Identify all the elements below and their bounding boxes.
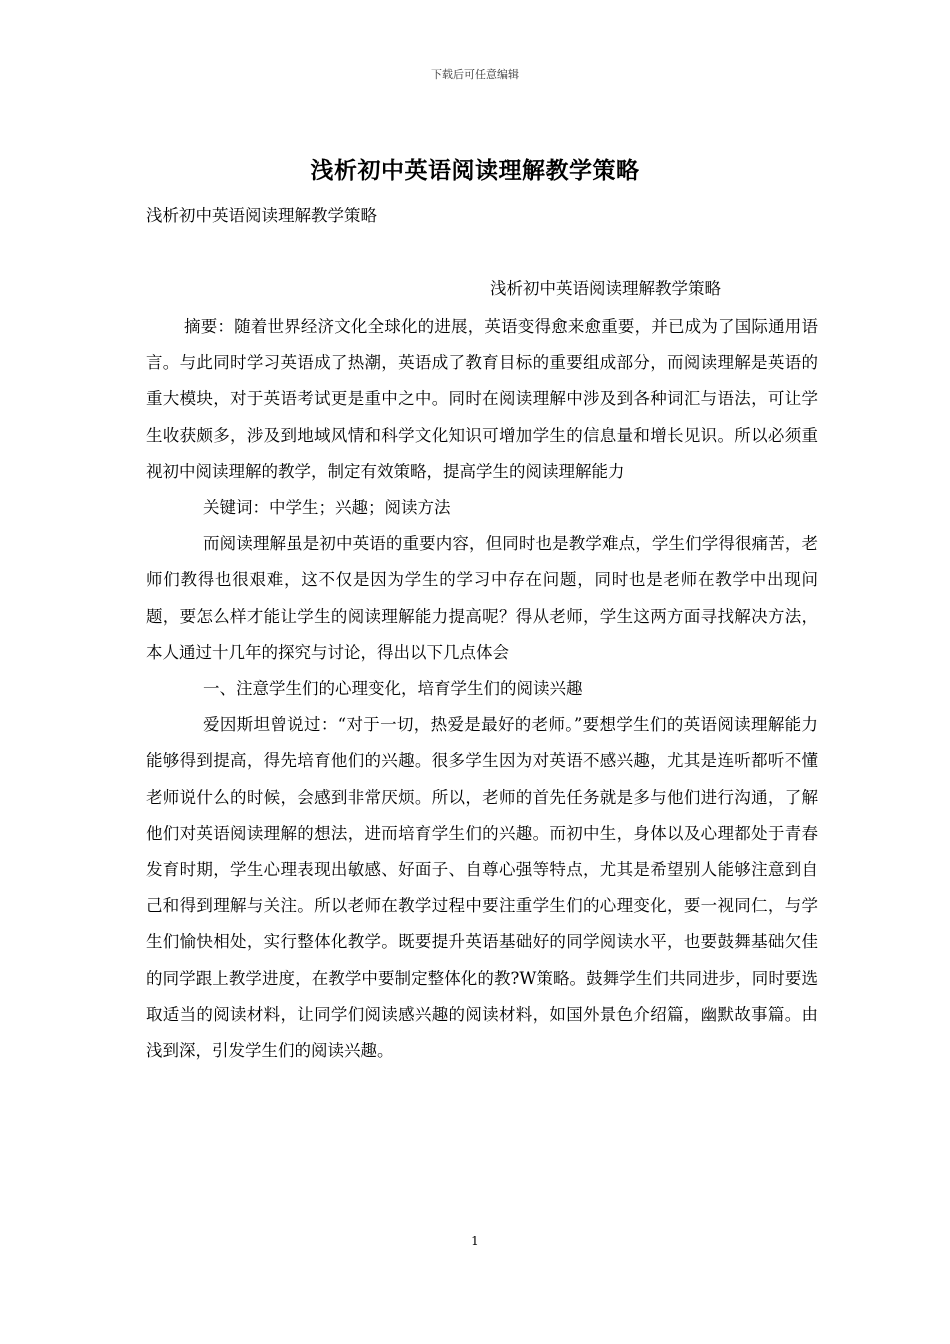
article-title: 浅析初中英语阅读理解教学策略 [490, 279, 721, 298]
abstract-paragraph: 摘要：随着世界经济文化全球化的进展，英语变得愈来愈重要，并已成为了国际通用语言。与此同时学习英语成了热潮，英语成了教育目标的重要组成部分，而阅读理解是英语的重大模块，对于英语考试更是重中之中。同时在阅读理解中涉及到各种词汇与语法，可让学生收获颇多，涉及到地域风情和科学文化知识可增加学生的信息量和增长见识。所以必须重视初中阅读理解的教学，制定有效策略，提高学生的阅读理解能力 [146, 317, 818, 481]
page-number: 1 [471, 1234, 479, 1248]
intro-paragraph: 而阅读理解虽是初中英语的重要内容，但同时也是教学难点，学生们学得很痛苦，老师们教得也很艰难，这不仅是因为学生的学习中存在问题，同时也是老师在教学中出现问题，要怎么样才能让学生的阅读理解能力提高呢？得从老师，学生这两方面寻找解决方法，本人通过十几年的探究与讨论，得出以下几点体会 [146, 534, 818, 662]
section-paragraph: 爱因斯坦曾说过：“对于一切，热爱是最好的老师。”要想学生们的英语阅读理解能力能够得到提高，得先培育他们的兴趣。很多学生因为对英语不感兴趣，尤其是连听都听不懂老师说什么的时候，会感到非常厌烦。所以，老师的首先任务就是多与他们进行沟通，了解他们对英语阅读理解的想法，进而培育学生们的兴趣。而初中生，身体以及心理都处于青春发育时期，学生心理表现出敏感、好面子、自尊心强等特点，尤其是希望别人能够注意到自己和得到理解与关注。所以老师在教学过程中要注重学生们的心理变化，要一视同仁，与学生们愉快相处，实行整体化教学。既要提升英语基础好的同学阅读水平，也要鼓舞基础欠佳的同学跟上教学进度，在教学中要制定整体化的教?W策略。鼓舞学生们共同进步，同时要选取适当的阅读材料，让同学们阅读感兴趣的阅读材料，如国外景色介绍篇，幽默故事篇。由浅到深，引发学生们的阅读兴趣。 [146, 715, 818, 1061]
document-subtitle: 浅析初中英语阅读理解教学策略 [146, 206, 377, 225]
section-heading: 一、注意学生们的心理变化，培育学生们的阅读兴趣 [203, 679, 583, 699]
document-title: 浅析初中英语阅读理解教学策略 [310, 157, 640, 184]
header-note: 下载后可任意编辑 [431, 68, 519, 81]
keywords-paragraph: 关键词：中学生；兴趣；阅读方法 [203, 498, 451, 518]
article-body [146, 309, 818, 1069]
